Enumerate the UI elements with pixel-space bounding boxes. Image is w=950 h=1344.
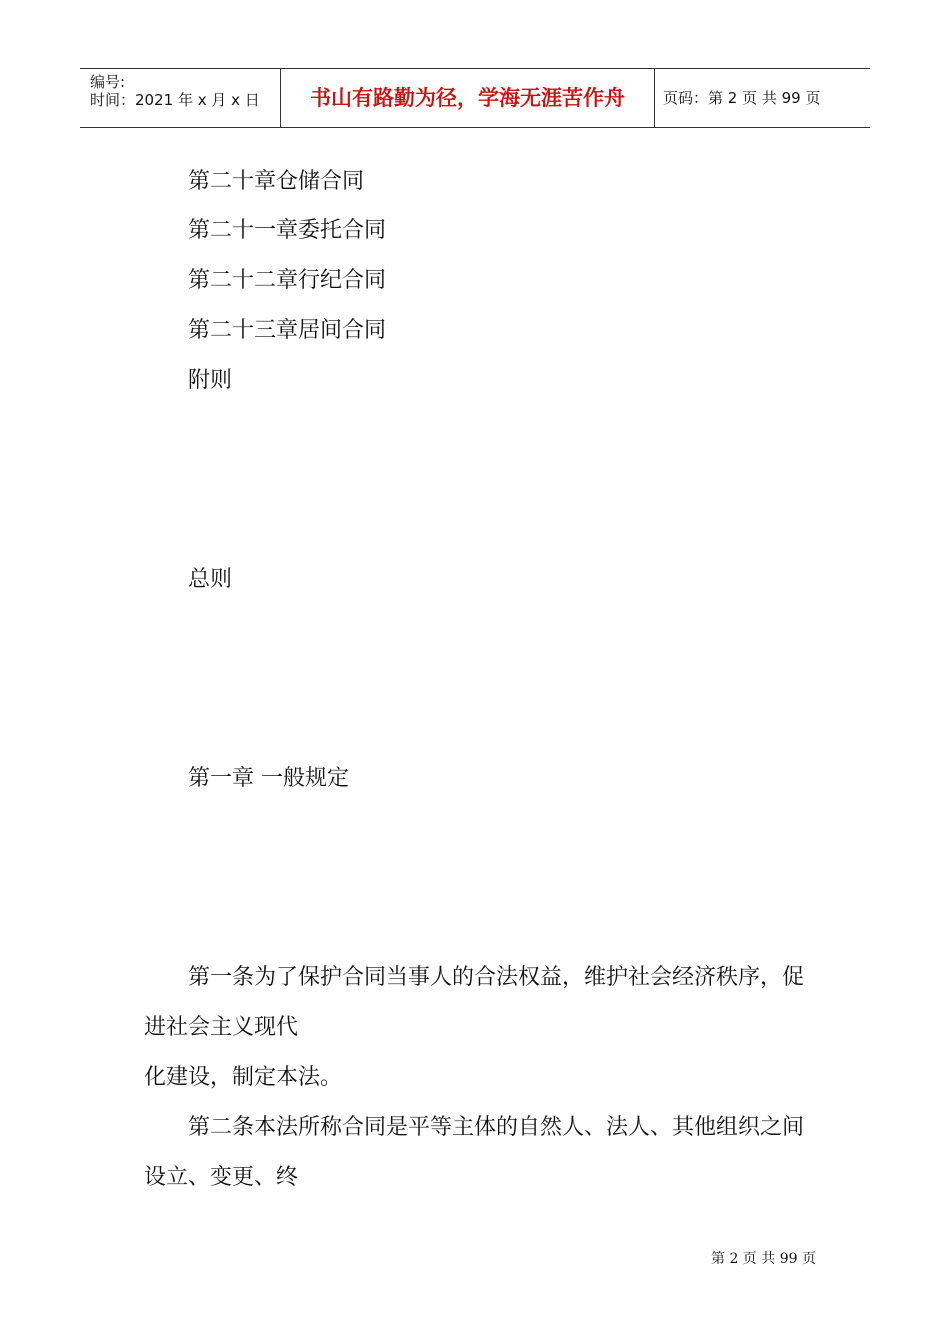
toc-item: 第二十三章居间合同 [188, 318, 387, 343]
article-line: 设立、变更、终 [144, 1165, 299, 1190]
article-line: 进社会主义现代 [144, 1015, 299, 1040]
section-title: 总则 [188, 567, 233, 592]
header-motto: 书山有路勤为径，学海无涯苦作舟 [281, 69, 655, 127]
page-footer: 第 2 页 共 99 页 [711, 1251, 816, 1267]
header-page-number: 页码：第 2 页 共 99 页 [663, 89, 821, 107]
doc-number-label: 编号: [90, 73, 126, 91]
header-meta [80, 69, 281, 127]
chapter-title: 第一章 一般规定 [188, 766, 349, 791]
article-line: 第二条本法所称合同是平等主体的自然人、法人、其他组织之间 [188, 1115, 805, 1140]
doc-time-label: 时间：2021 年 x 月 x 日 [90, 91, 260, 109]
toc-item: 第二十一章委托合同 [188, 218, 387, 243]
toc-item: 第二十章仓储合同 [188, 169, 365, 194]
article-line: 第一条为了保护合同当事人的合法权益，维护社会经济秩序，促 [188, 965, 805, 990]
article-line: 化建设，制定本法。 [144, 1065, 343, 1090]
toc-item: 第二十二章行纪合同 [188, 268, 387, 293]
toc-item: 附则 [188, 368, 233, 393]
page-header [80, 68, 870, 128]
